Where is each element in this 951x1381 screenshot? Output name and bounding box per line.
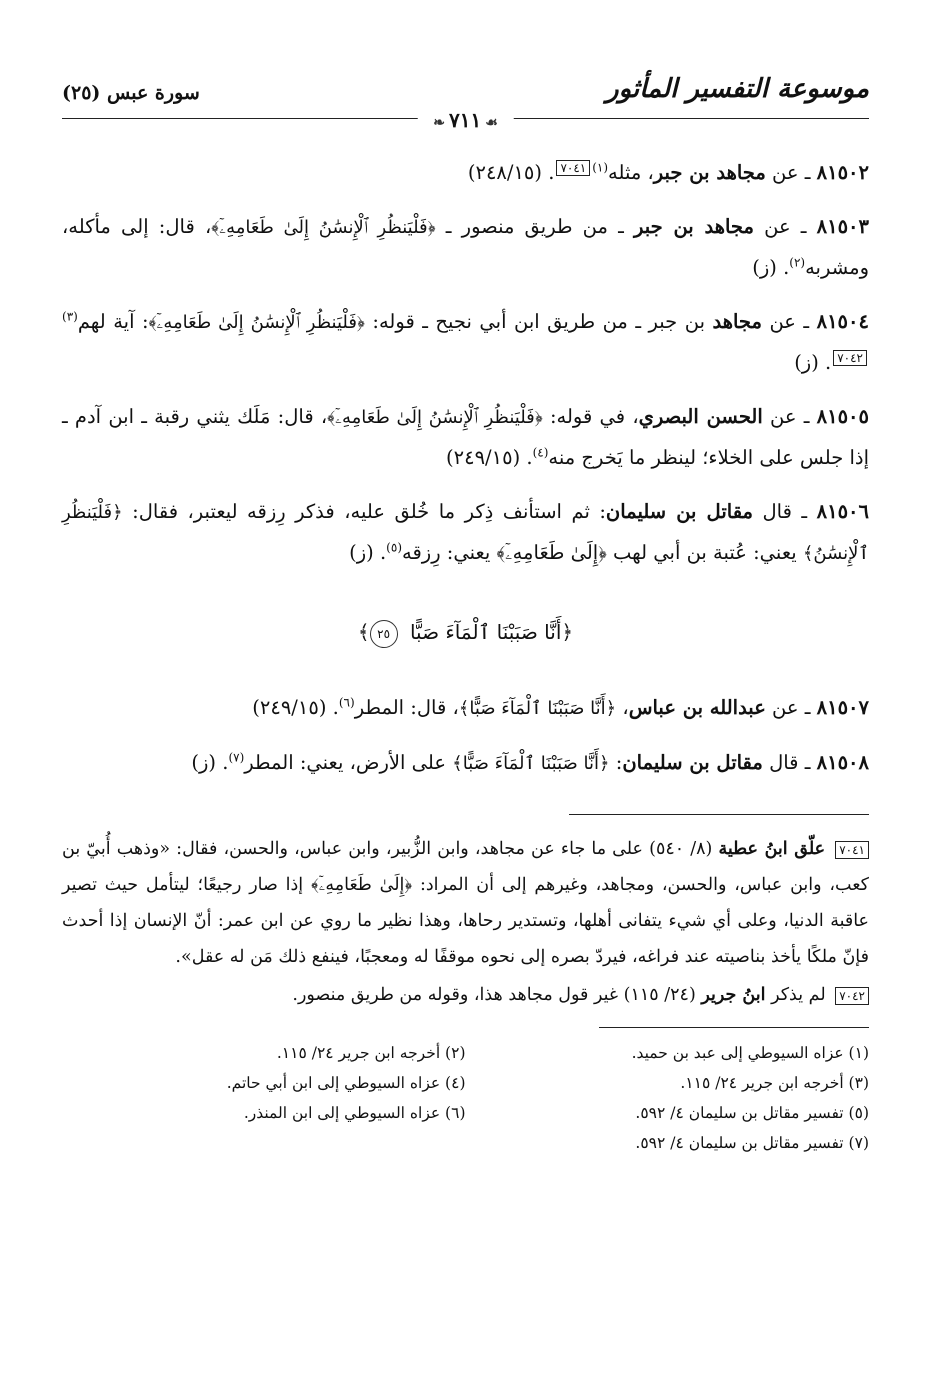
- text: . (ز): [752, 256, 790, 279]
- commentator-name: ابنُ جرير: [701, 985, 766, 1005]
- text: ، قال: إلى مأكله، ومشربه: [62, 215, 869, 279]
- ornament-icon: ❧: [433, 115, 445, 131]
- narration-number: ٨١٥٠٥: [816, 405, 869, 428]
- text: . (٢٤٩/١٥): [446, 446, 533, 469]
- narrator-name: الحسن البصري: [638, 405, 763, 428]
- quran-quote: ﴿فَلْيَنظُرِ ٱلْإِنسَٰنُ إِلَىٰ طَعَامِهِۦٓ﴾: [327, 407, 543, 428]
- footnote: (٢) أخرجه ابن جرير ٢٤/ ١١٥.: [276, 1044, 466, 1062]
- note-text: (٢٤/ ١١٥) غير قول مجاهد هذا، وقوله من طريق منصور.: [292, 985, 702, 1005]
- footnote: (٤) عزاه السيوطي إلى ابن أبي حاتم.: [226, 1074, 466, 1092]
- quran-quote: ﴿أَنَّا صَبَبْنَا ٱلْمَآءَ صَبًّا﴾: [458, 698, 617, 719]
- text: ،: [616, 696, 629, 719]
- narrator-name: مجاهد بن جبر: [634, 215, 754, 238]
- narration-number: ٨١٥٠٣: [816, 215, 869, 238]
- text: ، مثله: [608, 161, 654, 184]
- narration: [62, 153, 869, 193]
- notes-divider: [569, 814, 869, 815]
- narration: [62, 743, 869, 784]
- ayah-number-icon: ٢٥: [370, 620, 398, 648]
- narration-number: ٨١٥٠٤: [816, 310, 869, 333]
- text: على الأرض، يعني: المطر: [244, 751, 453, 774]
- quran-quote: ﴿فَلْيَنظُرِ ٱلْإِنسَٰنُ إِلَىٰ طَعَامِهِۦٓ﴾: [211, 217, 436, 238]
- footnote: (٣) أخرجه ابن جرير ٢٤/ ١١٥.: [680, 1074, 869, 1092]
- narrator-name: مقاتل بن سليمان: [622, 751, 763, 774]
- page-number: ❧ ٧١١ ☙: [417, 108, 514, 132]
- book-title: موسوعة التفسير المأثور: [606, 74, 869, 104]
- footnote-ref[interactable]: (٤): [532, 445, 549, 460]
- footnote-ref[interactable]: (٢): [789, 255, 806, 270]
- footnote-ref[interactable]: (١): [592, 160, 609, 175]
- text: لم يذكر: [765, 985, 832, 1005]
- footnote: (٦) عزاه السيوطي إلى ابن المنذر.: [243, 1104, 466, 1122]
- narration: [62, 397, 869, 478]
- narration: [62, 688, 869, 729]
- text: . (٢٤٨/١٥): [467, 161, 555, 184]
- text: . (ز): [191, 751, 229, 774]
- narrator-name: مقاتل بن سليمان: [605, 500, 754, 523]
- quran-quote: ﴿أَنَّا صَبَبْنَا ٱلْمَآءَ صَبًّا﴾: [452, 753, 610, 774]
- footnote-ref[interactable]: (٧): [228, 750, 245, 765]
- text: . (٢٤٩/١٥): [252, 696, 339, 719]
- text: . (ز): [349, 541, 387, 564]
- narration: [62, 302, 869, 383]
- narration-number: ٨١٥٠٧: [816, 696, 869, 719]
- text: بن جبر ـ من طريق ابن أبي نجيح ـ قوله:: [364, 310, 713, 333]
- note-tag: ٧٠٤٢: [835, 987, 869, 1005]
- text: ـ من طريق منصور ـ: [435, 215, 634, 238]
- quran-quote: ﴿فَلْيَنظُرِ ٱلْإِنسَٰنُ إِلَىٰ طَعَامِهِۦٓ﴾: [148, 312, 365, 333]
- text: :: [609, 751, 623, 774]
- footnote-ref[interactable]: (٥): [386, 540, 402, 555]
- footnote-ref[interactable]: (٦): [338, 695, 355, 710]
- commentary-note: [62, 831, 869, 975]
- text: ، قال: مَلَك يثني رقبة ـ ابن آدم ـ إذا جلس على الخلاء؛ لينظر ما يَخرج منه: [62, 405, 869, 469]
- quran-quote: ﴿فَلْيَنظُرِ ٱلْإِنسَٰنُ﴾: [62, 502, 869, 564]
- commentary-note: [62, 977, 869, 1013]
- narration-number: ٨١٥٠٨: [816, 751, 869, 774]
- text: : ثم استأنف ذِكر ما خُلق عليه، فذكر رِزقه ليعتبر، فقال:: [122, 500, 606, 523]
- text: ، في قوله:: [542, 405, 639, 428]
- footnote: (٥) تفسير مقاتل بن سليمان ٤/ ٥٩٢.: [635, 1104, 869, 1122]
- text: ، قال: المطر: [354, 696, 459, 719]
- verse-text: ﴿أَنَّا صَبَبْنَا ٱلْمَآءَ صَبًّا: [409, 620, 574, 644]
- text: يعني: عُتبة بن أبي لهب ﴿إِلَىٰ طَعَامِهِۦٓ﴾ يعني: رِزقه: [402, 541, 803, 564]
- narration-number: ٨١٥٠٢: [816, 161, 869, 184]
- text: ـ قال: [762, 751, 817, 774]
- commentator-name: علّق ابنُ عطية: [718, 839, 826, 859]
- text: ـ عن: [762, 405, 817, 428]
- surah-label: سورة عبس (٢٥): [62, 82, 200, 104]
- note-ref-box[interactable]: ٧٠٤١: [556, 160, 590, 176]
- note-tag: ٧٠٤١: [835, 841, 869, 859]
- main-text: [62, 153, 869, 784]
- text: . (ز): [794, 351, 832, 374]
- text: [825, 839, 831, 859]
- text: ـ قال: [753, 500, 817, 523]
- verse-close: ﴾: [357, 620, 370, 644]
- narration: [62, 207, 869, 288]
- narrator-name: مجاهد: [712, 310, 762, 333]
- page: [62, 68, 869, 1158]
- verse-heading: [62, 612, 869, 652]
- ornament-icon: ☙: [485, 115, 498, 131]
- footnote: (١) عزاه السيوطي إلى عبد بن حميد.: [631, 1044, 869, 1062]
- narration: [62, 492, 869, 574]
- note-text: (٨/ ٥٤٠) على ما جاء عن مجاهد، وابن الزُّبير، وابن عباس، والحسن، فقال: «وذهب أُبيّ بن كعب، وابن عباس، والحسن، ومجاهد، وغيرهم إلى أن المراد: ﴿إِلَىٰ طَعَامِهِۦٓ﴾ إذا صار رجيعًا؛ ليتأمل حيث تصير عاقبة الدنيا، وعلى أي شيء يتفانى أهلها، وتستدير رحاها، وهذا نظير ما روي عن ابن عمر: أنّ الإنسان إذا أحدث فإنّ ملكًا يأخذ بناصيته عند فراغه، فيردّ بصره إلى نحوه موقفًا له ومعجبًا، فينفع ذلك مَن له عقل».: [62, 839, 869, 967]
- narration-number: ٨١٥٠٦: [816, 500, 869, 523]
- note-ref-box[interactable]: ٧٠٤٢: [833, 350, 867, 366]
- narrator-name: مجاهد بن جبر: [653, 161, 766, 184]
- text: ـ عن: [761, 310, 817, 333]
- page-header: [62, 68, 869, 132]
- narrator-name: عبدالله بن عباس: [628, 696, 766, 719]
- commentary-notes: [62, 831, 869, 1013]
- text: ـ عن: [765, 161, 817, 184]
- text: ـ عن: [765, 696, 817, 719]
- text: ـ عن: [753, 215, 817, 238]
- text: : آية لهم: [77, 310, 149, 333]
- footnote: (٧) تفسير مقاتل بن سليمان ٤/ ٥٩٢.: [635, 1134, 869, 1152]
- footnotes-divider: [599, 1027, 869, 1028]
- footnote-ref[interactable]: (٣): [62, 309, 78, 324]
- footnotes: [62, 1038, 869, 1158]
